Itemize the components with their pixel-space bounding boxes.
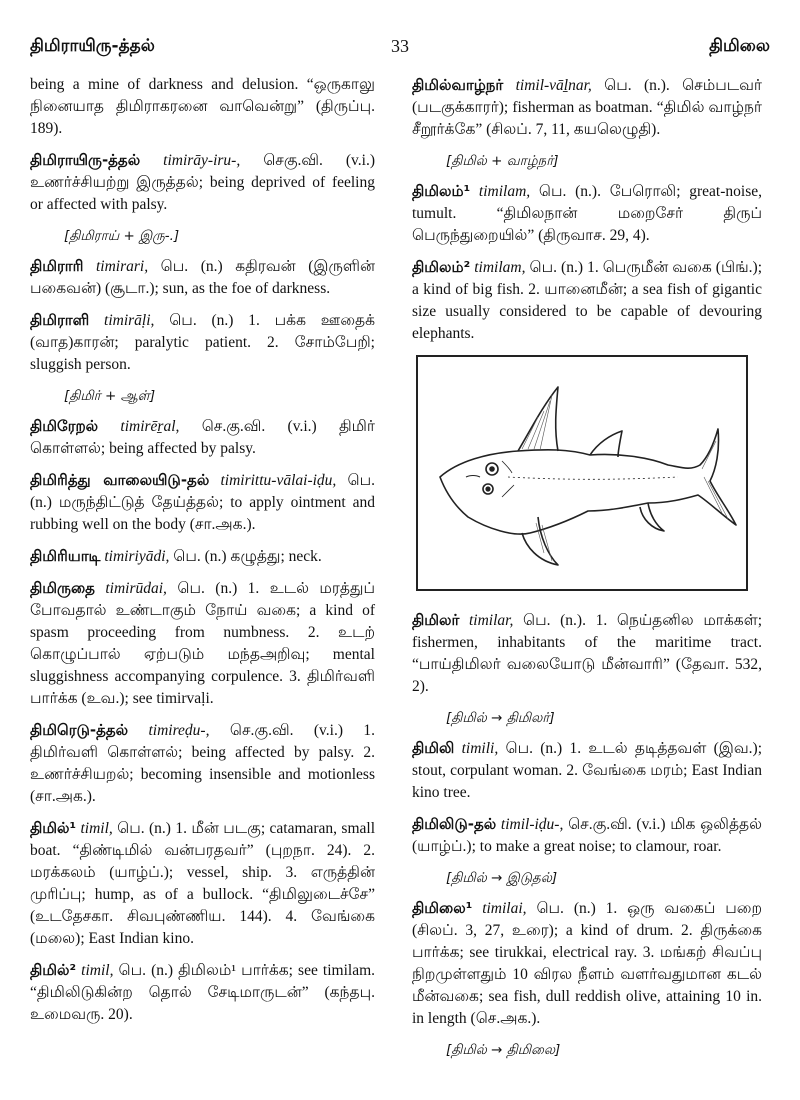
entry-headword: திமிலம்² (412, 258, 471, 276)
entry-transliteration: timil, (81, 962, 114, 979)
entry-definition: பெ. (n.). செம்படவர் (படகுக்காரர்); fisherman as boatman. “திமில் வாழ்நர் சீறூர்க்கே” (சிலப். 7, 11, கயலெழுதி). (412, 77, 763, 138)
entry-definition: பெ. (n.) கழுத்து; neck. (173, 548, 322, 565)
dictionary-entry (30, 74, 375, 140)
entry-transliteration: timirari, (96, 258, 149, 275)
entry-headword: திமில்² (30, 961, 77, 979)
entry-headword: திமிரெடு-த்தல் (30, 721, 129, 739)
dictionary-entry (30, 415, 375, 460)
entry-transliteration: timirāḷi, (104, 312, 155, 329)
entry-headword: திமில்வாழ்நர் (412, 76, 504, 94)
dictionary-entry (30, 255, 375, 300)
etymology-note: [திமில் → திமிலை] (446, 1042, 561, 1058)
entry-definition: பெ. (n.) மருந்திட்டுத் தேய்த்தல்; to apply ointment and rubbing well on the body (சா.அக.). (30, 472, 375, 533)
entry-transliteration: timil-vāḻnar, (515, 77, 592, 94)
page-header (30, 36, 770, 64)
entry-headword: திமிராளி (30, 311, 90, 329)
dictionary-entry (30, 577, 375, 710)
entry-definition: பெ. (n.). பேரொலி; great-noise, tumult. “திமிலநான் மறைசேர் திருப் பெருந்துறையில்” (திருவாச. 29, 4). (412, 183, 762, 244)
etymology-note: [திமிராய் + இரு-.] (64, 228, 180, 244)
dictionary-entry (412, 737, 762, 804)
entry-definition: being a mine of darkness and delusion. “ஒருகாலு நினையாத திமிராகரனை வாவென்று” (திருப்பு. 189). (30, 76, 375, 137)
entry-headword: திமிலை¹ (412, 899, 473, 917)
entry-definition: பெ. (n.) 1. ஒரு வகைப் பறை (சிலப். 3, 27, உரை); a kind of drum. 2. திருக்கை பார்க்க; see tirukkai, electrical ray. 3. மங்கற் சிவப்பு நிறமுள்ளதும் 10 விரல நீளம் வளர்வதுமான கடல் மீன்வகை; sea fish, dull reddish olive, attaining 10 in. in length (செ.அக.). (412, 900, 763, 1027)
entry-headword: திமிலம்¹ (412, 182, 471, 200)
entry-headword: திமிலிடு-தல் (412, 815, 497, 833)
dictionary-entry (30, 309, 375, 376)
entry-transliteration: timilam, (478, 183, 531, 200)
dictionary-entry (412, 813, 762, 858)
entry-transliteration: timil-iḍu-, (500, 816, 564, 833)
dictionary-entry (412, 609, 762, 698)
entry-transliteration: timirittu-vālai-iḍu, (220, 472, 337, 489)
dictionary-entry (412, 897, 762, 1030)
entry-transliteration: timirūdai, (105, 580, 167, 597)
etymology-note: [திமில் → திமிலர்] (446, 710, 555, 726)
entry-definition: பெ. (n.) 1. பக்க ஊதைக் (வாத)காரன்; paralytic patient. 2. சோம்பேறி; sluggish person. (30, 312, 375, 373)
entry-transliteration: timireḍu-, (148, 722, 210, 739)
dictionary-entry (30, 149, 375, 216)
entry-headword: திமிலர் (412, 611, 460, 629)
entry-definition: பெ. (n.) 1. பெருமீன் வகை (பிங்.); a kind of big fish. 2. யானைமீன்; a sea fish of gigantic size usually considered to be capable of devouring elephants. (412, 259, 763, 342)
entry-headword: திமிராரி (30, 257, 84, 275)
etymology-note: [திமில் → இடுதல்] (446, 870, 558, 886)
dictionary-entry (412, 256, 762, 345)
entry-headword: திமிரியாடி (30, 547, 101, 565)
page-number: 33 (391, 36, 409, 56)
entry-definition: பெ. (n.) 1. மீன் படகு; catamaran, small boat. “திண்டிமில் வன்பரதவர்” (புறநா. 24). 2. மரக்கலம் (யாழ்ப்.); vessel, ship. 3. எருத்தின் முரிப்பு; hump, as of a bullock. “திமிலுடைச்சே” (உடதேசகா. சிவபுண்ணிய. 144). 4. வேங்கை (மலை); East Indian kino. (30, 820, 376, 947)
dictionary-entry (412, 180, 762, 247)
entry-transliteration: timili, (461, 740, 499, 757)
entry-transliteration: timilai, (482, 900, 527, 917)
shark-illustration (416, 355, 748, 591)
entry-transliteration: timilar, (469, 612, 514, 629)
header-right-headword: திமிலை (709, 36, 770, 56)
entry-definition: பெ. (n.). 1. நெய்தனில மாக்கள்; fishermen, inhabitants of the maritime tract. “பாய்திமிலர் வலையோடு மீன்வாரி” (தேவா. 532, 2). (412, 612, 763, 695)
entry-transliteration: timilam, (474, 259, 526, 276)
left-column (30, 74, 375, 1035)
entry-headword: திமில்¹ (30, 819, 77, 837)
dictionary-entry (30, 545, 375, 568)
dictionary-entry (30, 817, 375, 950)
entry-definition: செ.கு.வி. (v.i.) திமிர் கொள்ளல்; being affected by palsy. (30, 418, 376, 457)
right-column (412, 74, 762, 1069)
entry-definition: பெ. (n.) திமிலம்¹ பார்க்க; see timilam. “திமிலிடுகின்ற தொல் சேடிமாருடன்” (கந்தபு. உமைவரு. 20). (30, 962, 376, 1023)
entry-headword: திமிரேறல் (30, 417, 99, 435)
dictionary-entry (30, 469, 375, 536)
entry-headword: திமிலி (412, 739, 455, 757)
header-left-headword: திமிராயிரு-த்தல் (30, 36, 155, 56)
entry-transliteration: timiriyādi, (104, 548, 170, 565)
entry-definition: செ.கு.வி. (v.i.) மிக ஒலித்தல் (யாழ்ப்.); to make a great noise; to clamour, roar. (412, 816, 762, 855)
entry-transliteration: timirāy-iru-, (163, 152, 241, 169)
entry-headword: திமிரித்து வாலையிடு-தல் (30, 471, 210, 489)
dictionary-entry (30, 959, 375, 1026)
fish-drawing (418, 357, 746, 589)
entry-definition: பெ. (n.) கதிரவன் (இருளின் பகைவன்) (சூடா.); sun, as the foe of darkness. (30, 258, 376, 297)
etymology-note: [திமில் + வாழ்நர்] (446, 153, 559, 169)
entry-headword: திமிராயிரு-த்தல் (30, 151, 141, 169)
entry-definition: பெ. (n.) 1. உடல் மரத்துப் போவதால் உண்டாகும் நோய் வகை; a kind of spasm proceeding from numbness. 2. உடற் கொழுப்பால் ஏற்படும் மந்தஅறிவு; mental sluggishness accompanying corpulence. 3. திமிர்வளி பார்க்க (உவ.); see timirvaḷi. (30, 580, 375, 707)
dictionary-entry (30, 719, 375, 808)
entry-transliteration: timirēṟal, (120, 418, 180, 435)
entry-definition: செ.கு.வி. (v.i.) 1. திமிர்வளி கொள்ளல்; being affected by palsy. 2. உணர்ச்சியறல்; becoming insensible and motionless (சா.அக.). (30, 722, 375, 805)
entry-transliteration: timil, (80, 820, 113, 837)
entry-headword: திமிருதை (30, 579, 95, 597)
entry-definition: பெ. (n.) 1. உடல் தடித்தவள் (இவ.); stout, corpulant woman. 2. வேங்கை மரம்; East Indian kino tree. (412, 740, 763, 801)
etymology-note: [திமிர் + ஆள்] (64, 388, 156, 404)
dictionary-entry (412, 74, 762, 141)
entry-definition: செகு.வி. (v.i.) உணர்ச்சியற்று இருத்தல்; being deprived of feeling or affected with palsy. (30, 152, 376, 213)
